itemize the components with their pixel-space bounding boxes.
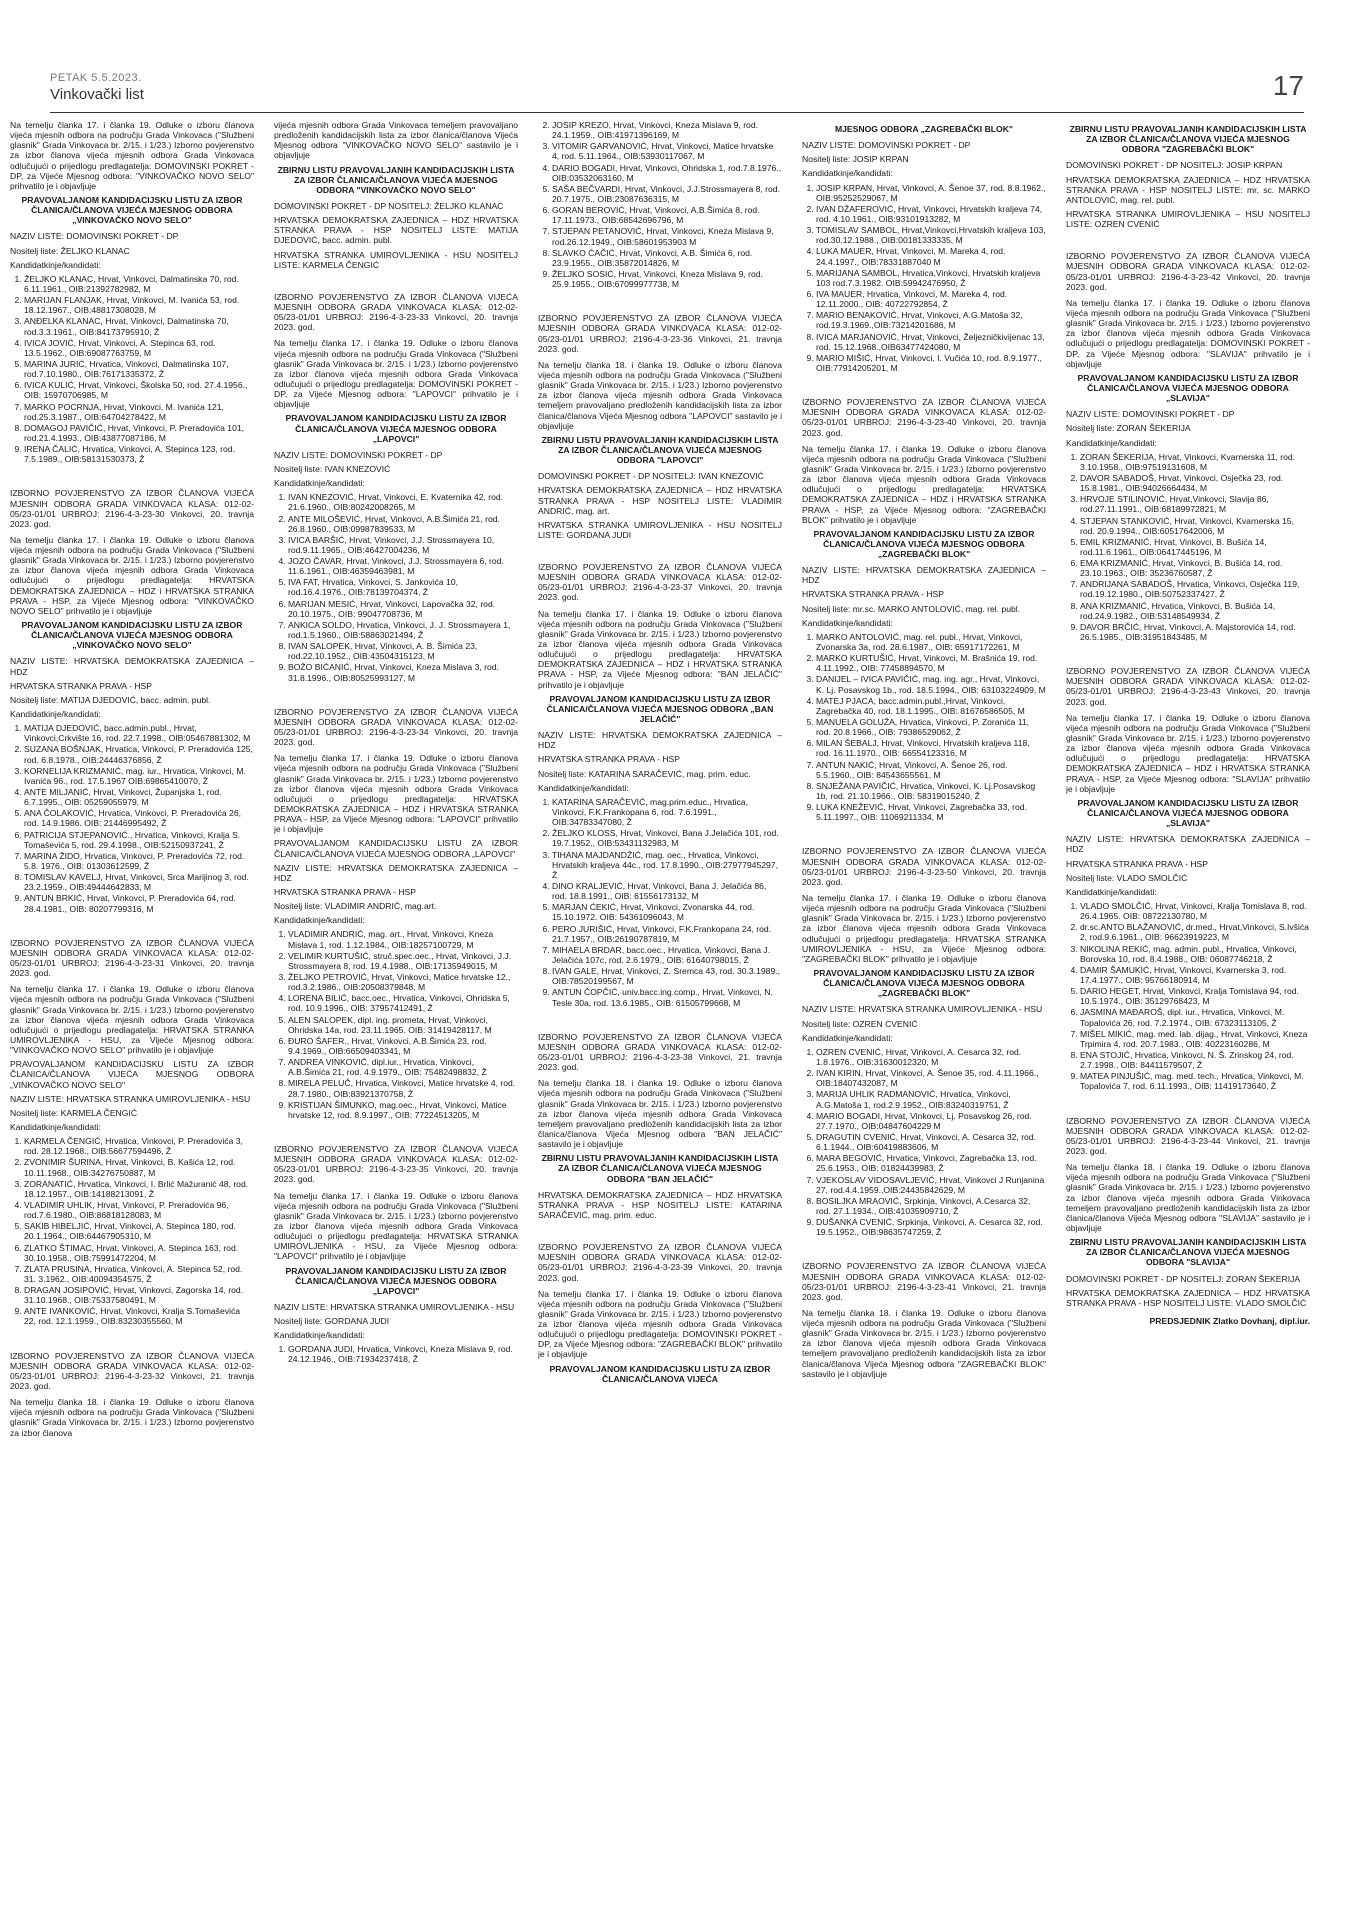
- candidate-entry: 3. NIKOLINA REKIĆ, mag. admin. publ., Hrvatica, Vinkovci, Borovska 10, rod. 8.4.1988., OIB: 06087746218, Ž: [1080, 944, 1310, 964]
- section-spacer: [274, 1126, 518, 1138]
- candidate-entry: 4. VLADIMIR UHLIK, Hrvat, Vinkovci, P. Preradovića 96, rod.7.6.1980., OIB:86818128083, M: [24, 1200, 254, 1220]
- candidate-entry: 3. TIHANA MAJDANDŽIĆ, mag. oec., Hrvatica, Vinkovci, Hrvatskih kraljeva 44c., rod. 17.8.1990., OIB:27977945297, Ž: [552, 850, 782, 880]
- candidate-entry: 7. MARINA ŽIDO, Hrvatica, Vinkovci, P. Preradovića 72, rod. 5.8. 1976., OIB: 01303612599, Ž: [24, 851, 254, 871]
- candidate-entry: 7. ANDREA VINKOVIĆ, dipl.iur., Hrvatica, Vinkovci, A.B.Šimića 21, rod. 4.9.1979., OIB: 75482498832, Ž: [288, 1057, 518, 1077]
- candidate-entry: 1. VLADIMIR ANDRIĆ, mag. art., Hrvat, Vinkovci, Kneza Mislava 1, rod. 1.12.1984., OIB:18257100729, M: [288, 929, 518, 949]
- candidate-list: [10, 274, 254, 465]
- candidate-list: [274, 1344, 518, 1364]
- commission-block: IZBORNO POVJERENSTVO ZA IZBOR ČLANOVA VIJEĆA MJESNIH ODBORA GRADA VINKOVACA KLASA: 012-02-05/23-01/01 URBROJ: 2196-4-3-23-38 Vinkovci, 21. travnja 2023. god.: [538, 1031, 782, 1073]
- paragraph: Na temelju članka 17. i članka 19. Odluke o izboru članova vijeća mjesnih odbora na području Grada Vinkovaca ("Službeni glasnik" Grada Vinkovaca br. 2/15. i 1/23.) Izborno povjerenstvo za izbor članova vijeća mjesnih odbora Grada Vinkovaca odlučujući o prijedlogu predlagatelja: HRVATSKA DEMOKRATSKA ZAJEDNICA – HDZ i HRVATSKA STRANKA PRAVA - HSP, za Vijeće Mjesnog odbora: "LAPOVCI" prihvatilo je i objavljuje: [274, 753, 518, 835]
- column-4: [802, 120, 1046, 1910]
- candidate-entry: 8. BOSILJKA MRAOVIĆ, Srpkinja, Vinkovci, A.Cesarca 32, rod. 27.1.1934., OIB:41035909710, Ž: [816, 1196, 1046, 1216]
- candidate-entry: 1. MATIJA DJEDOVIĆ, bacc.admin.publ., Hrvat, Vinkovci,Crkvište 16, rod. 22.7.1998., OIB:05467881302, M: [24, 723, 254, 743]
- candidate-entry: 2. SUZANA BOŠNJAK, Hrvatica, Vinkovci, P. Preradovića 125, rod. 6.8.1978., OIB:24446376856, Ž: [24, 744, 254, 764]
- candidate-entry: 5. EMIL KRIZMANIĆ, Hrvat, Vinkovci, B. Bušića 14, rod.11.6.1961., OIB:06417445196, M: [1080, 537, 1310, 557]
- candidate-entry: 6. GORAN BEROVIĆ, Hrvat, Vinkovci, A.B.Šimića 8, rod. 17.11.1973., OIB:68542696796, M: [552, 205, 782, 225]
- candidate-list: [1066, 901, 1310, 1092]
- candidate-entry: 2. IVAN KIRIN, Hrvat, Vinkovci, A. Šenoe 35, rod. 4.11.1966., OIB:18407432087, M: [816, 1068, 1046, 1088]
- section-spacer: [538, 1224, 782, 1236]
- candidate-entry: 5. MARIJANA SAMBOL, Hrvatica,Vinkovci, Hrvatskih kraljeva 103 rod.7.3.1982. OIB:59942476950, Ž: [816, 268, 1046, 288]
- commission-block: IZBORNO POVJERENSTVO ZA IZBOR ČLANOVA VIJEĆA MJESNIH ODBORA GRADA VINKOVACA KLASA: 012-02-05/23-01/01 URBROJ: 2196-4-3-23-35 Vinkovci, 20. travnja 2023. god.: [274, 1143, 518, 1185]
- section-heading: PRAVOVALJANOM KANDIDACIJSKU LISTU ZA IZBOR ČLANICA/ČLANOVA VIJEĆA: [549, 1363, 771, 1384]
- section-spacer: [10, 470, 254, 482]
- paragraph: Nositelj liste: GORDANA JUDI: [274, 1316, 390, 1327]
- paragraph: Na temelju članka 17. i članka 19. Odluke o izboru članova vijeća mjesnih odbora na području Grada Vinkovaca ("Službeni glasnik" Grada Vinkovaca br. 2/15. i 1/23.) Izborno povjerenstvo za izbor članova vijeća mjesnih odbora Grada Vinkovaca odlučujući o prijedlogu predlagatelja: HRVATSKA DEMOKRATSKA ZAJEDNICA – HDZ i HRVATSKA STRANKA PRAVA - HSP, za Vijeće Mjesnog odbora: "SLAVIJA" prihvatilo je i objavljuje: [1066, 712, 1310, 794]
- commission-block: IZBORNO POVJERENSTVO ZA IZBOR ČLANOVA VIJEĆA MJESNIH ODBORA GRADA VINKOVACA KLASA: 012-02-05/23-01/01 URBROJ: 2196-4-3-23-41 Vinkovci, 21. travnja 2023. god.: [802, 1261, 1046, 1302]
- paragraph: HRVATSKA STRANKA UMIROVLJENIKA - HSU NOSITELJ LISTE: GORDANA JUDI: [538, 519, 782, 540]
- commission-block: IZBORNO POVJERENSTVO ZA IZBOR ČLANOVA VIJEĆA MJESNIH ODBORA GRADA VINKOVACA KLASA: 012-02-05/23-01/01 URBROJ: 2196-4-3-23-42 Vinkovci, 20. travnja 2023. god.: [1066, 251, 1310, 292]
- section-spacer: [802, 379, 1046, 391]
- section-heading: ZBIRNU LISTU PRAVOVALJANIH KANDIDACIJSKIH LISTA ZA IZBOR ČLANICA/ČLANOVA VIJEĆA MJESNOG ODBORA "LAPOVCI": [541, 434, 779, 466]
- candidate-entry: 8. SNJEŽANA PAVIČIĆ, Hrvatica, Vinkovci, K. Lj.Posavskog 1b, rod. 21.10.1966., OIB: 58319015240, Ž: [816, 781, 1046, 801]
- candidate-entry: 8. SLAVKO ĆAČIĆ, Hrvat, Vinkovci, A.B. Šimića 6, rod. 23.9.1955., OIB:35872014826, M: [552, 248, 782, 268]
- section-heading: PRAVOVALJANOM KANDIDACIJSKU LISTU ZA IZBOR ČLANICA/ČLANOVA VIJEĆA MJESNOG ODBORA „SLAVIJA": [1077, 797, 1299, 829]
- commission-block: IZBORNO POVJERENSTVO ZA IZBOR ČLANOVA VIJEĆA MJESNIH ODBORA GRADA VINKOVACA KLASA: 012-02-05/23-01/01 URBROJ: 2196-4-3-23-30 Vinkovci, 20. travnja 2023. god.: [10, 488, 254, 529]
- paragraph: Kandidatkinje/kandidati:: [274, 478, 365, 489]
- commission-block: IZBORNO POVJERENSTVO ZA IZBOR ČLANOVA VIJEĆA MJESNIH ODBORA GRADA VINKOVACA KLASA: 012-02-05/23-01/01 URBROJ: 2196-4-3-23-43 Vinkovci, 20. travnja 2023. god.: [1066, 666, 1310, 707]
- paragraph: Na temelju članka 17. i članka 19. Odluke o izboru članova vijeća mjesnih odbora na području Grada Vinkovaca ("Službeni glasnik" Grada Vinkovaca br. 2/15. i 1/23.) Izborno povjerenstvo za izbor članova vijeća mjesnih odbora Grada Vinkovaca odlučujući o prijedlogu predlagatelja: DOMOVINSKI POKRET - DP, za Vijeće Mjesnog odbora: "ZAGREBAČKI BLOK" prihvatilo je i objavljuje: [538, 1288, 782, 1360]
- candidate-entry: 4. JOZO ČAVAR, Hrvat, Vinkovci, J.J. Strossmayera 6, rod. 11.6.1961., OIB:46359463981, M: [288, 556, 518, 576]
- paragraph: NAZIV LISTE: HRVATSKA STRANKA UMIROVLJENIKA - HSU: [10, 1093, 251, 1104]
- paragraph: Na temelju članka 18. i članka 19. Odluke o izboru članova vijeća mjesnih odbora na području Grada Vinkovaca ("Službeni glasnik" Grada Vinkovaca br. 2/15. i 1/23.) Izborno povjerenstvo za izbor članova vijeća mjesnih odbora Grada Vinkovaca temeljem pravovaljano predloženih kandidacijskih lista za izbor članica/članova Vijeća Mjesnog odbora "ZAGREBAČKI BLOK" sastavilo je i objavljuje: [802, 1307, 1046, 1379]
- section-heading: PRAVOVALJANOM KANDIDACIJSKU LISTU ZA IZBOR ČLANICA/ČLANOVA VIJEĆA MJESNOG ODBORA „SLAVIJA": [1077, 372, 1299, 404]
- section-heading: PRAVOVALJANOM KANDIDACIJSKU LISTU ZA IZBOR ČLANICA/ČLANOVA VIJEĆA MJESNOG ODBORA „ZAGREBAČKI BLOK": [813, 967, 1035, 999]
- paragraph: HRVATSKA STRANKA PRAVA - HSP: [802, 589, 944, 600]
- column-3: [538, 120, 782, 1910]
- candidate-entry: 8. MIRELA PELUČ, Hrvatica, Vinkovci, Matice hrvatske 4, rod. 28.7.1980., OIB:83921370758, Ž: [288, 1078, 518, 1098]
- paragraph: PRAVOVALJANOM KANDIDACIJSKU LISTU ZA IZBOR ČLANICA/ČLANOVA VIJEĆA MJESNOG ODBORA „VINKOVAČKO NOVO SELO": [10, 1059, 254, 1090]
- paragraph: DOMOVINSKI POKRET - DP NOSITELJ: ZORAN ŠEKERIJA: [1066, 1273, 1301, 1284]
- section-spacer: [538, 295, 782, 307]
- paragraph: Na temelju članka 17. i članka 19. Odluke o izboru članova vijeća mjesnih odbora na području Grada Vinkovaca ("Službeni glasnik" Grada Vinkovaca br. 2/15. i 1/23.) Izborno povjerenstvo za izbor članova vijeća mjesnih odbora Grada Vinkovaca odlučujući o prijedlogu predlagatelja: DOMOVINSKI POKRET - DP, za Vijeće Mjesnog odbora: "VINKOVAČKO NOVO SELO" prihvatilo je i objavljuje: [10, 120, 254, 191]
- commission-block: IZBORNO POVJERENSTVO ZA IZBOR ČLANOVA VIJEĆA MJESNIH ODBORA GRADA VINKOVACA KLASA: 012-02-05/23-01/01 URBROJ: 2196-4-3-23-40 Vinkovci, 20. travnja 2023. god.: [802, 397, 1046, 438]
- candidate-entry: 2. ZVONIMIR ŠURINA, Hrvat, Vinkovci, B. Kašića 12, rod. 10.11.1968., OIB:34276750887, M: [24, 1157, 254, 1177]
- paragraph: Kandidatkinje/kandidati:: [274, 1330, 365, 1341]
- candidate-entry: 5. MARINA JURIĆ, Hrvatica, Vinkovci, Dalmatinska 107, rod.7.10.1980., OIB:76171335372, Ž: [24, 359, 254, 379]
- paragraph: Nositelj liste: VLADO SMOLČIĆ: [1066, 872, 1188, 883]
- candidate-entry: 1. KATARINA SARAČEVIĆ, mag.prim.educ., Hrvatica, Vinkovci, F.K.Frankopana 6, rod. 7.6.1991., OIB:34783347080, Ž: [552, 797, 782, 827]
- paragraph: NAZIV LISTE: HRVATSKA DEMOKRATSKA ZAJEDNICA – HDZ: [10, 656, 254, 677]
- candidate-entry: 4. MATEJ PJACA, bacc.admin.publ.,Hrvat, Vinkovci, Zagrebačka 40, rod. 18.1.1995., OIB: 81676586505, M: [816, 696, 1046, 716]
- paragraph: Na temelju članka 17. i članka 19. Odluke o izboru članova vijeća mjesnih odbora na području Grada Vinkovaca ("Službeni glasnik" Grada Vinkovaca br. 2/15. i 1/23.) Izborno povjerenstvo za izbor članova vijeća mjesnih odbora Grada Vinkovaca odlučujući o prijedlogu predlagatelja: HRVATSKA DEMOKRATSKA ZAJEDNICA – HDZ i HRVATSKA STRANKA PRAVA - HSP, za Vijeće Mjesnog odbora: "VINKOVAČKO NOVO SELO" prihvatilo je i objavljuje: [10, 534, 254, 616]
- candidate-entry: 4. ANTE MILJANIĆ, Hrvat, Vinkovci, Županjska 1, rod. 6.7.1995., OIB: 05259055979, M: [24, 787, 254, 807]
- candidate-entry: 9. MATEA PINJUŠIĆ, mag. med. tech., Hrvatica, Vinkovci, M. Topalovića 7, rod. 6.11.1993., OIB: 11419173640, Ž: [1080, 1071, 1310, 1091]
- paragraph: HRVATSKA STRANKA PRAVA - HSP: [10, 680, 152, 691]
- candidate-entry: 5. DRAGUTIN CVENIĆ, Hrvat, Vinkovci, A. Cesarca 32, rod. 6.1.1944., OIB:60419883606, M: [816, 1132, 1046, 1152]
- candidate-entry: 5. IVA FAT, Hrvatica, Vinkovci, S. Jankovića 10, rod.16.4.1976., OIB:78139704374, Ž: [288, 577, 518, 597]
- section-heading: ZBIRNU LISTU PRAVOVALJANIH KANDIDACIJSKIH LISTA ZA IZBOR ČLANICA/ČLANOVA VIJEĆA MJESNOG ODBORA "ZAGREBAČKI BLOK": [1069, 124, 1307, 155]
- section-spacer: [538, 544, 782, 556]
- paragraph: Nositelj liste: MATIJA DJEDOVIĆ, bacc. admin. publ.: [10, 694, 211, 705]
- paragraph: Na temelju članka 18. i članka 19. Odluke o izboru članova vijeća mjesnih odbora na području Grada Vinkovaca ("Službeni glasnik" Grada Vinkovaca br. 2/15. i 1/23.) Izborno povjerenstvo za izbor članova vijeća mjesnih odbora Grada Vinkovaca temeljem pravovaljano predloženih kandidacijskih lista za izbor članica/članova Vijeća Mjesnog odbora "LAPOVCI" sastavilo je i objavljuje: [538, 359, 782, 431]
- publication-name: Vinkovački list: [50, 86, 144, 103]
- candidate-entry: 8. DOMAGOJ PAVIČIĆ, Hrvat, Vinkovci, P. Preradovića 101, rod.21.4.1993., OIB:43877087186, M: [24, 423, 254, 443]
- section-heading: ZBIRNU LISTU PRAVOVALJANIH KANDIDACIJSKIH LISTA ZA IZBOR ČLANICA/ČLANOVA VIJEĆA MJESNOG ODBORA "VINKOVAČKO NOVO SELO": [277, 164, 515, 195]
- candidate-entry: 3. DANIJEL – IVICA PAVIČIĆ, mag. ing. agr., Hrvat, Vinkovci, K. Lj. Posavskog 1b., rod. 18.5.1994., OIB: 63103224909, M: [816, 674, 1046, 694]
- candidate-entry: 2. ANTE MILOŠEVIĆ, Hrvat, Vinkovci, A.B.Šimića 21, rod. 26.8.1960., OIB:09987839533, M: [288, 514, 518, 534]
- paragraph: HRVATSKA DEMOKRATSKA ZAJEDNICA – HDZ HRVATSKA STRANKA PRAVA - HSP NOSITELJ LISTE: MATIJA DJEDOVIĆ, bacc. admin. publ.: [274, 215, 518, 246]
- candidate-entry: 4. MARIO BOGADI, Hrvat, Vinkovci, Lj. Posavskog 26, rod. 27.7.1970., OIB:04847604229 M: [816, 1111, 1046, 1131]
- section-spacer: [274, 274, 518, 286]
- section-heading: PRAVOVALJANOM KANDIDACIJSKU LISTU ZA IZBOR ČLANICA/ČLANOVA VIJEĆA MJESNOG ODBORA „ZAGREBAČKI BLOK": [813, 528, 1035, 560]
- candidate-entry: 8. IVAN SALOPEK, Hrvat, Vinkovci, A. B. Šimića 23, rod.22.10.1952., OIB:43504315123, M: [288, 641, 518, 661]
- candidate-entry: 4. LORENA BILIĆ, bacc.oec., Hrvatica, Vinkovci, Ohridska 5, rod. 10.9.1996., OIB: 37957412491, Ž: [288, 993, 518, 1013]
- candidate-entry: 2. MARIJAN FLANJAK, Hrvat, Vinkovci, M. Ivanića 53, rod. 18.12.1967., OIB:48817308028, M: [24, 295, 254, 315]
- commission-block: IZBORNO POVJERENSTVO ZA IZBOR ČLANOVA VIJEĆA MJESNIH ODBORA GRADA VINKOVACA KLASA: 012-02-05/23-01/01 URBROJ: 2196-4-3-23-37 Vinkovci, 20. travnja 2023. god.: [538, 562, 782, 603]
- candidate-list: [538, 797, 782, 1008]
- candidate-entry: 7. ANKICA SOLDO, Hrvatica, Vinkovci, J. J. Strossmayera 1, rod.1.5.1960., OIB:58863021494, Ž: [288, 620, 518, 640]
- candidate-entry: 7. ZLATA PRUSINA, Hrvatica, Vinkovci, A. Stepinca 52, rod. 31. 3.1962., OIB:40094354575, Ž: [24, 1264, 254, 1284]
- paragraph: Na temelju članka 17. i članka 19. Odluke o izboru članova vijeća mjesnih odbora na području Grada Vinkovaca ("Službeni glasnik" Grada Vinkovaca br. 2/15. i 1/23.) Izborno povjerenstvo za izbor članova vijeća mjesnih odbora Grada Vinkovaca odlučujući o prijedlogu predlagatelja: DOMOVINSKI POKRET - DP, za Vijeće Mjesnog odbora: "SLAVIJA" prihvatilo je i objavljuje: [1066, 297, 1310, 369]
- candidate-entry: 3. VITOMIR GARVANOVIĆ, Hrvat, Vinkovci, Matice hrvatske 4, rod. 5.11.1964., OIB:53930117067, M: [552, 141, 782, 161]
- candidate-entry: 5. ANA ČOLAKOVIĆ, Hrvatica, Vinkovci, P. Preradovića 26, rod. 14.9.1986. OIB: 21446995492, Ž: [24, 808, 254, 828]
- candidate-entry: 9. ANTUN ČOPČIĆ, univ.bacc.ing.comp., Hrvat, Vinkovci, N. Tesle 30a, rod. 13.6.1985., OIB: 61505799668, M: [552, 987, 782, 1007]
- paragraph: HRVATSKA DEMOKRATSKA ZAJEDNICA – HDZ HRVATSKA STRANKA PRAVA - HSP NOSITELJ LISTE: mr. sc. MARKO ANTOLOVIĆ, mag. rel. publ.: [1066, 174, 1310, 205]
- candidate-entry: 2. DAVOR SABADOŠ, Hrvat, Vinkovci, Osječka 23, rod. 15.8.1981., OIB:94026664434, M: [1080, 473, 1310, 493]
- paragraph: DOMOVINSKI POKRET - DP NOSITELJ: ŽELJKO KLANAC: [274, 200, 504, 211]
- paragraph: vijeća mjesnih odbora Grada Vinkovaca temeljem pravovaljano predloženih kandidacijskih lista za izbor članica/članova Vijeća Mjesnog odbora "VINKOVAČKO NOVO SELO" sastavilo je i objavljuje: [274, 120, 518, 161]
- candidate-entry: 5. DARIO HEGET, Hrvat, Vinkovci, Kralja Tomislava 94, rod. 10.5.1974., OIB: 35129768423, M: [1080, 986, 1310, 1006]
- candidate-entry: 9. ANTE IVANKOVIĆ, Hrvat, Vinkovci, Kralja S.Tomaševića 22, rod. 12.1.1959., OIB:83230355560, M: [24, 1306, 254, 1326]
- column-2: [274, 120, 518, 1910]
- paragraph: NAZIV LISTE: HRVATSKA DEMOKRATSKA ZAJEDNICA – HDZ: [538, 730, 782, 751]
- candidate-list: [10, 723, 254, 914]
- candidate-entry: 1. VLADO SMOLČIĆ, Hrvat, Vinkovci, Kralja Tomislava 8, rod. 26.4.1965. OIB: 08722130780, M: [1080, 901, 1310, 921]
- section-heading: ZBIRNU LISTU PRAVOVALJANIH KANDIDACIJSKIH LISTA ZA IZBOR ČLANICA/ČLANOVA VIJEĆA MJESNOG ODBORA "SLAVIJA": [1069, 1237, 1307, 1268]
- candidate-entry: 3. MARIJA UHLIK RADMANOVIĆ, Hrvatica, Vinkovci, A.G.Matoša 1, rod.2.9.1952., OIB:83240319751, Ž: [816, 1089, 1046, 1109]
- paragraph: Na temelju članka 18. i članka 19. Odluke o izboru članova vijeća mjesnih odbora na području Grada Vinkovaca ("Službeni glasnik" Grada Vinkovaca br. 2/15. i 1/23.) Izborno povjerenstvo za izbor članova vijeća mjesnih odbora Grada Vinkovaca temeljem pravovaljano predloženih kandidacijskih lista za izbor članica/članova Vijeća Mjesnog odbora "SLAVIJA" sastavilo je i objavljuje: [1066, 1162, 1310, 1233]
- candidate-entry: 6. PATRICIJA STJEPANOVIĆ., Hrvatica, Vinkovci, Kralja S. Tomaševića 5, rod. 29.4.1998., OIB:52150937241, Ž: [24, 830, 254, 850]
- paragraph: NAZIV LISTE: DOMOVINSKI POKRET - DP: [10, 231, 179, 242]
- paragraph: Na temelju članka 17. i članka 19. Odluke o izboru članova vijeća mjesnih odbora na području Grada Vinkovaca ("Službeni glasnik" Grada Vinkovaca br. 2/15. i 1/23.) Izborno povjerenstvo za izbor članova vijeća mjesnih odbora Grada Vinkovaca odlučujući o prijedlogu predlagatelja: DOMOVINSKI POKRET - DP, za Vijeće Mjesnog odbora: "LAPOVCI" prihvatilo je i objavljuje: [274, 338, 518, 410]
- signature: PREDSJEDNIK Zlatko Dovhanj, dipl.iur.: [1149, 1315, 1310, 1326]
- paragraph: Kandidatkinje/kandidati:: [1066, 886, 1157, 897]
- candidate-entry: 8. DRAGAN JOSIPOVIĆ, Hrvat, Vinkovci, Zagorska 14, rod. 31.10.1968., OIB:75337580491, M: [24, 1285, 254, 1305]
- candidate-entry: 7. MARKO POCRNJA, Hrvat, Vinkovci, M. Ivanića 121, rod.25.3.1987., OIB:64704278422, M: [24, 402, 254, 422]
- candidate-list: [802, 632, 1046, 823]
- candidate-entry: 7. ANTUN NAKIĆ, Hrvat, Vinkovci, A. Šenoe 26, rod. 5.5.1960., OIB: 84543655561, M: [816, 760, 1046, 780]
- section-spacer: [10, 920, 254, 932]
- candidate-entry: 3. ANĐELKA KLANAC, Hrvat, Vinkovci, Dalmatinska 70, rod.3.3.1961., OIB:84173795910, Ž: [24, 316, 254, 336]
- column-5: [1066, 120, 1310, 1910]
- candidate-entry: 7. ANDRIJANA SABADOŠ, Hrvatica, Vinkovci, Osječka 119, rod.19.12.1980., OIB:50752337427, Ž: [1080, 579, 1310, 599]
- candidate-entry: 3. ZORANATIĆ, Hrvatica, Vinkovci, I. Brlić Mažuranić 48, rod. 18.12.1957., OIB:14188213091, Ž: [24, 1179, 254, 1199]
- candidate-entry: 4. IVICA JOVIĆ, Hrvat, Vinkovci, A. Stepinca 63, rod. 13.5.1962., OIB:69087763759, M: [24, 338, 254, 358]
- paragraph: Nositelj liste: ŽELJKO KLANAC: [10, 245, 130, 256]
- candidate-entry: 6. ZLATKO ŠTIMAC, Hrvat, Vinkovci, A. Stepinca 163, rod. 30.10.1958., OIB:75991472204, M: [24, 1243, 254, 1263]
- section-heading: PRAVOVALJANOM KANDIDACIJSKU LISTU ZA IZBOR ČLANICA/ČLANOVA VIJEĆA MJESNOG ODBORA „VINKOVAČKO NOVO SELO": [21, 620, 243, 651]
- paragraph: NAZIV LISTE: DOMOVINSKI POKRET - DP: [274, 449, 443, 460]
- candidate-entry: 4. DARIO BOGADI, Hrvat, Vinkovci, Ohridska 1, rod.7.8.1976., OIB:03532063160, M: [552, 163, 782, 183]
- candidate-entry: 7. STJEPAN PETANOVIĆ, Hrvat, Vinkovci, Kneza Mislava 9, rod.26.12.1949., OIB:58601953903 M: [552, 226, 782, 246]
- paragraph: Nositelj liste: mr.sc. MARKO ANTOLOVIĆ, mag. rel. publ.: [802, 603, 1021, 614]
- candidate-entry: 2. ŽELJKO KLOSS, Hrvat, Vinkovci, Bana J.Jelačića 101, rod. 19.7.1952., OIB:53431132983, M: [552, 828, 782, 848]
- paragraph: Kandidatkinje/kandidati:: [10, 709, 101, 720]
- commission-block: IZBORNO POVJERENSTVO ZA IZBOR ČLANOVA VIJEĆA MJESNIH ODBORA GRADA VINKOVACA KLASA: 012-02-05/23-01/01 URBROJ: 2196-4-3-23-36 Vinkovci, 21. travnja 2023. god.: [538, 313, 782, 354]
- paragraph: Nositelj liste: OZREN CVENIĆ: [802, 1018, 918, 1029]
- paragraph: HRVATSKA STRANKA PRAVA - HSP: [1066, 858, 1208, 869]
- paragraph: Nositelj liste: KATARINA SARAČEVIĆ, mag. prim. educ.: [538, 768, 751, 779]
- paragraph: Na temelju članka 18. i članka 19. Odluke o izboru članova vijeća mjesnih odbora na području Grada Vinkovaca ("Službeni glasnik" Grada Vinkovaca br. 2/15. i 1/23.) Izborno povjerenstvo za izbor članova vijeća mjesnih odbora Grada Vinkovaca temeljem pravovaljano predloženih kandidacijskih lista za izbor članica/članova Vijeća Mjesnog odbora "BAN JELAČIĆ" sastavilo je i objavljuje: [538, 1078, 782, 1150]
- candidate-entry: 5. MANUELA GOLUŽA, Hrvatica, Vinkovci, P. Zoranića 11, rod. 20.8.1966., OIB: 79386529062, Ž: [816, 717, 1046, 737]
- candidate-entry: 9. ANTUN BRKIĆ, Hrvat, Vinkovci, P. Preradovića 64, rod. 28.4.1981., OIB: 80207799316, M: [24, 893, 254, 913]
- paragraph: Nositelj liste: VLADIMIR ANDRIĆ, mag.art.: [274, 901, 437, 912]
- candidate-entry: 1. OZREN CVENIĆ, Hrvat, Vinkovci, A. Cesarca 32, rod. 1.8.1976., OIB:31630012320, M: [816, 1047, 1046, 1067]
- candidate-entry: 1. MARKO ANTOLOVIĆ, mag. rel. publ., Hrvat, Vinkovci, Zvonarska 3a, rod. 28.6.1987., OIB: 65917172261, M: [816, 632, 1046, 652]
- candidate-entry: 8. TOMISLAV KAVELJ, Hrvat, Vinkovci, Srca Marijinog 3, rod. 23.2.1959., OIB:49444642833, M: [24, 872, 254, 892]
- candidate-entry: 4. STJEPAN STANKOVIĆ, Hrvat, Vinkovci, Kvarnerska 15, rod. 20.9.1994., OIB:60517642006, M: [1080, 516, 1310, 536]
- paragraph: Na temelju članka 17. i članka 19. Odluke o izboru članova vijeća mjesnih odbora na području Grada Vinkovaca ("Službeni glasnik" Grada Vinkovaca br. 2/15. i 1/23.) Izborno povjerenstvo za izbor članova vijeća mjesnih odbora Grada Vinkovaca odlučujući o prijedlogu predlagatelja: HRVATSKA STRANKA UMIROVLJENIKA - HSU, za Vijeće Mjesnog odbora: "ZAGREBAČKI BLOK" prihvatilo je i objavljuje: [802, 893, 1046, 964]
- candidate-entry: 1. ŽELJKO KLANAC, Hrvat, Vinkovci, Dalmatinska 70, rod. 6.11.1961., OIB:21392782982, M: [24, 274, 254, 294]
- section-spacer: [538, 1014, 782, 1026]
- paragraph: Kandidatkinje/kandidati:: [10, 259, 101, 270]
- candidate-entry: 3. HRVOJE STILINOVIĆ, Hrvat,Vinkovci, Slavija 86, rod.27.11.1991., OIB:68189972821, M: [1080, 494, 1310, 514]
- paragraph: NAZIV LISTE: DOMOVINSKI POKRET - DP: [802, 140, 971, 151]
- candidate-entry: 1. IVAN KNEZOVIĆ, Hrvat, Vinkovci, E. Kvaternika 42, rod. 21.6.1960., OIB:80242008265, M: [288, 492, 518, 512]
- commission-block: IZBORNO POVJERENSTVO ZA IZBOR ČLANOVA VIJEĆA MJESNIH ODBORA GRADA VINKOVACA KLASA: 012-02-05/23-01/01 URBROJ: 2196-4-3-23-33 Vinkovci, 20. travnja 2023. god.: [274, 291, 518, 333]
- section-spacer: [1066, 1098, 1310, 1110]
- section-heading: ZBIRNU LISTU PRAVOVALJANIH KANDIDACIJSKIH LISTA ZA IZBOR ČLANICA/ČLANOVA VIJEĆA MJESNOG ODBORA "BAN JELAČIĆ": [541, 1153, 779, 1184]
- paragraph: Na temelju članka 18. i članka 19. Odluke o izboru članova vijeća mjesnih odbora na području Grada Vinkovaca ("Službeni glasnik" Grada Vinkovaca br. 2/15. i 1/23.) Izborno povjerenstvo za izbor članova: [10, 1397, 254, 1438]
- candidate-entry: 8. IVAN GALE, Hrvat, Vinkovci, Z. Sremca 43, rod. 30.3.1989., OIB:78520199567, M: [552, 966, 782, 986]
- paragraph: HRVATSKA DEMOKRATSKA ZAJEDNICA – HDZ HRVATSKA STRANKA PRAVA - HSP NOSITELJ LISTE: VLADIMIR ANDRIĆ, mag. art.: [538, 485, 782, 516]
- commission-block: IZBORNO POVJERENSTVO ZA IZBOR ČLANOVA VIJEĆA MJESNIH ODBORA GRADA VINKOVACA KLASA: 012-02-05/23-01/01 URBROJ: 2196-4-3-23-34 Vinkovci, 20. travnja 2023. god.: [274, 706, 518, 748]
- candidate-entry: 2. IVAN DŽAFEROVIĆ, Hrvat, Vinkovci, Hrvatskih kraljeva 74, rod. 4.10.1961., OIB:93101913282, M: [816, 204, 1046, 224]
- candidate-entry: 6. ĐURO ŠAFER., Hrvat, Vinkovci, A.B.Šimića 23, rod. 9.4.1969., OIB:66509403341, M: [288, 1036, 518, 1056]
- candidate-entry: 9. DAVOR BRČIĆ, Hrvat, Vinkovci, A. Majstorovića 14, rod. 26.5.1985., OIB:31951843485, M: [1080, 622, 1310, 642]
- candidate-entry: 6. IVICA KULIĆ, Hrvat, Vinkovci, Školska 50, rod. 27.4.1956., OIB: 15970706985, M: [24, 380, 254, 400]
- section-spacer: [1066, 648, 1310, 660]
- paragraph: Kandidatkinje/kandidati:: [538, 782, 629, 793]
- candidate-entry: 7. MIŠEL MIKIĆ, mag. med. lab. dijag., Hrvat, Vinkovci, Kneza Trpimira 4, rod. 20.7.1983., OIB: 40223160286, M: [1080, 1029, 1310, 1049]
- section-spacer: [802, 828, 1046, 840]
- paragraph: NAZIV LISTE: HRVATSKA DEMOKRATSKA ZAJEDNICA – HDZ: [1066, 834, 1310, 855]
- section-heading: PRAVOVALJANOM KANDIDACIJSKU LISTU ZA IZBOR ČLANICA/ČLANOVA VIJEĆA MJESNOG ODBORA „LAPOVCI": [285, 1265, 507, 1296]
- candidate-entry: 5. SAŠA BEČVARDI, Hrvat, Vinkovci, J.J.Strossmayera 8, rod. 20.7.1975., OIB:23087636315, M: [552, 184, 782, 204]
- section-heading: PRAVOVALJANOM KANDIDACIJSKU LISTU ZA IZBOR ČLANICA/ČLANOVA VIJEĆA MJESNOG ODBORA „LAPOVCI": [285, 413, 507, 444]
- candidate-entry: 2. MARKO KURTUŠIĆ, Hrvat, Vinkovci, M. Brašnića 19, rod. 4.11.1992., OIB: 77458894570, M: [816, 653, 1046, 673]
- paragraph: NAZIV LISTE: HRVATSKA STRANKA UMIROVLJENIKA - HSU: [802, 1004, 1043, 1015]
- paragraph: DOMOVINSKI POKRET - DP NOSITELJ: IVAN KNEZOVIĆ: [538, 471, 764, 482]
- paragraph: Nositelj liste: JOSIP KRPAN: [802, 154, 909, 165]
- paragraph: Na temelju članka 17. i članka 19. Odluke o izboru članova vijeća mjesnih odbora na području Grada Vinkovaca ("Službeni glasnik" Grada Vinkovaca br. 2/15. i 1/23.) Izborno povjerenstvo za izbor članova vijeća mjesnih odbora Grada Vinkovaca odlučujući o prijedlogu predlagatelja: HRVATSKA STRANKA UMIROVLJENIKA - HSU, za Vijeće Mjesnog odbora: "LAPOVCI" prihvatilo je i objavljuje: [274, 1190, 518, 1262]
- candidate-entry: 6. PERO JURIŠIĆ, Hrvat, Vinkovci, F.K.Frankopana 24, rod. 21.7.1957., OIB:26190787819, M: [552, 924, 782, 944]
- candidate-entry: 9. BOŽO BIĆANIĆ, Hrvat, Vinkovci, Kneza Mislava 3, rod. 31.8.1996., OIB:80525993127, M: [288, 662, 518, 682]
- candidate-entry: 6. EMA KRIZMANIĆ, Hrvat, Vinkovci, B. Bušića 14, rod. 23.10.1963., OIB: 35236760587, Ž: [1080, 558, 1310, 578]
- paragraph: Kandidatkinje/kandidati:: [1066, 437, 1157, 448]
- paragraph: NAZIV LISTE: HRVATSKA STRANKA UMIROVLJENIKA - HSU: [274, 1301, 515, 1312]
- candidate-entry: 3. IVICA BARŠIĆ, Hrvat, Vinkovci, J.J. Strossmayera 10, rod.9.11.1965., OIB:46427004236, M: [288, 535, 518, 555]
- candidate-entry: 6. MARA BEGOVIĆ, Hrvatica, Vinkovci, Zagrebačka 13, rod. 25.6.1953., OIB: 01824439983, Ž: [816, 1153, 1046, 1173]
- paragraph: HRVATSKA DEMOKRATSKA ZAJEDNICA – HDZ HRVATSKA STRANKA PRAVA - HSP NOSITELJ LISTE: VLADO SMOLČIĆ: [1066, 1287, 1310, 1308]
- commission-block: IZBORNO POVJERENSTVO ZA IZBOR ČLANOVA VIJEĆA MJESNIH ODBORA GRADA VINKOVACA KLASA: 012-02-05/23-01/01 URBROJ: 2196-4-3-23-32 Vinkovci, 21. travnja 2023. god.: [10, 1350, 254, 1392]
- section-heading: PRAVOVALJANOM KANDIDACIJSKU LISTU ZA IZBOR ČLANICA/ČLANOVA VIJEĆA MJESNOG ODBORA „VINKOVAČKO NOVO SELO": [21, 194, 243, 226]
- candidate-entry: 2. dr.sc.ANTO BLAŽANOVIĆ, dr.med., Hrvat,Vinkovci, S.Ivšića 2, rod.9.6.1961., OIB: 96623919223, M: [1080, 922, 1310, 942]
- candidate-entry: 3. ŽELJKO PETROVIĆ, Hrvat, Vinkovci, Matice hrvatske 12., rod.3.2.1986., OIB:20508379848, M: [288, 972, 518, 992]
- candidate-entry: 4. DINO KRALJEVIĆ, Hrvat, Vinkovci, Bana J. Jelačića 86, rod. 18.8.1991., OIB: 61556173132, M: [552, 881, 782, 901]
- candidate-entry: 8. IVICA MARJANOVIĆ, Hrvat, Vinkovci, Željezničkivijenac 13, rod. 15.12.1968.,OIB63477424080, M: [816, 332, 1046, 352]
- candidate-entry: 2. JOSIP KREZO, Hrvat, Vinkovci, Kneza Mislava 9, rod. 24.1.1959., OIB:41971396169, M: [552, 120, 782, 140]
- commission-block: IZBORNO POVJERENSTVO ZA IZBOR ČLANOVA VIJEĆA MJESNIH ODBORA GRADA VINKOVACA KLASA: 012-02-05/23-01/01 URBROJ: 2196-4-3-23-50 Vinkovci, 20. travnja 2023. god.: [802, 846, 1046, 887]
- candidate-list: [802, 183, 1046, 374]
- candidate-entry: 1. GORDANA JUDI, Hrvatica, Vinkovci, Kneza Mislava 9, rod. 24.12.1946., OIB:71934237418, Ž: [288, 1344, 518, 1364]
- paragraph: PRAVOVALJANOM KANDIDACIJSKU LISTU ZA IZBOR ČLANICA/ČLANOVA VIJEĆA MJESNOG ODBORA „LAPOVCI": [274, 838, 518, 859]
- candidate-entry: 9. LUKA KNEŽEVIĆ, Hrvat, Vinkovci, Zagrebačka 33, rod. 5.11.1997., OIB: 11069211334, M: [816, 802, 1046, 822]
- paragraph: HRVATSKA STRANKA UMIROVLJENIKA - HSU NOSITELJ LISTE: KARMELA ČENGIĆ: [274, 249, 518, 270]
- column-1: [10, 120, 254, 1910]
- candidate-entry: 6. MILAN ŠEBALJ, Hrvat, Vinkovci, Hrvatskih kraljeva 118, rod. 16.11.1970., OIB: 66554123316, M: [816, 738, 1046, 758]
- candidate-entry: 8. ANA KRIZMANIĆ, Hrvatica, Vinkovci, B. Bušića 14, rod.24.9.1982., OIB:53148549934, Ž: [1080, 601, 1310, 621]
- paragraph: HRVATSKA STRANKA PRAVA - HSP: [274, 887, 416, 897]
- page-header: [50, 70, 1304, 113]
- commission-block: IZBORNO POVJERENSTVO ZA IZBOR ČLANOVA VIJEĆA MJESNIH ODBORA GRADA VINKOVACA KLASA: 012-02-05/23-01/01 URBROJ: 2196-4-3-23-31 Vinkovci, 20. travnja 2023. god.: [10, 937, 254, 979]
- candidate-list: [274, 929, 518, 1120]
- paragraph: Nositelj liste: KARMELA ČENGIĆ: [10, 1107, 138, 1118]
- paragraph: HRVATSKA STRANKA PRAVA - HSP: [538, 754, 680, 765]
- commission-block: IZBORNO POVJERENSTVO ZA IZBOR ČLANOVA VIJEĆA MJESNIH ODBORA GRADA VINKOVACA KLASA: 012-02-05/23-01/01 URBROJ: 2196-4-3-23-39 Vinkovci, 20. travnja 2023. god.: [538, 1242, 782, 1283]
- section-spacer: [274, 689, 518, 701]
- paragraph: Kandidatkinje/kandidati:: [802, 168, 893, 179]
- candidate-list: [274, 492, 518, 683]
- candidate-entry: 6. IVA MAUER, Hrvatica, Vinkovci, M. Mareka 4, rod. 12.11.2000., OIB: 40722792854, Ž: [816, 289, 1046, 309]
- issue-date: PETAK 5.5.2023.: [50, 72, 142, 84]
- candidate-entry: 1. ZORAN ŠEKERIJA, Hrvat, Vinkovci, Kvarnerska 11, rod. 3.10.1958., OIB:97519131608, M: [1080, 452, 1310, 472]
- text-columns: [10, 120, 1310, 1910]
- candidate-entry: 4. DAMIR ŠAMUKIĆ, Hrvat, Vinkovci, Kvarnerska 3, rod. 17.4.1977., OIB: 95766180914, M: [1080, 965, 1310, 985]
- candidate-entry: 5. ALEN SALOPEK, dipl. ing. prometa, Hrvat, Vinkovci, Ohridska 14a, rod. 23.11.1965. OIB: 31419428117, M: [288, 1015, 518, 1035]
- page-number: 17: [1272, 70, 1304, 101]
- section-heading: PRAVOVALJANOM KANDIDACIJSKU LISTU ZA IZBOR ČLANICA/ČLANOVA VIJEĆA MJESNOG ODBORA „BAN JELAČIĆ": [546, 693, 774, 725]
- candidate-entry: 3. KORNELIJA KRIZMANIĆ, mag. iur., Hrvatica, Vinkovci, M. Ivanića 96., rod. 17.5.1967 OIB:69865410070, Ž: [24, 766, 254, 786]
- candidate-entry: 8. ENA STOJIĆ, Hrvatica, Vinkovci, N. Š. Zrinskog 24, rod. 2.7.1998., OIB: 84411579507, Ž: [1080, 1050, 1310, 1070]
- candidate-entry: 6. MARIJAN MESIĆ, Hrvat, Vinkovci, Lapovačka 32, rod. 20.10.1975., OIB: 99047708736, M: [288, 599, 518, 619]
- paragraph: Na temelju članka 17. i članka 19. Odluke o izboru članova vijeća mjesnih odbora na području Grada Vinkovaca ("Službeni glasnik" Grada Vinkovaca br. 2/15. i 1/23.) Izborno povjerenstvo za izbor članova vijeća mjesnih odbora Grada Vinkovaca odlučujući o prijedlogu predlagatelja: HRVATSKA DEMOKRATSKA ZAJEDNICA – HDZ i HRVATSKA STRANKA PRAVA - HSP, za Vijeće Mjesnog odbora: "BAN JELAČIĆ" prihvatilo je i objavljuje: [538, 608, 782, 690]
- paragraph: DOMOVINSKI POKRET - DP NOSITELJ: JOSIP KRPAN: [1066, 160, 1283, 171]
- commission-block: IZBORNO POVJERENSTVO ZA IZBOR ČLANOVA VIJEĆA MJESNIH ODBORA GRADA VINKOVACA KLASA: 012-02-05/23-01/01 URBROJ: 2196-4-3-23-44 Vinkovci, 21. travnja 2023. god.: [1066, 1115, 1310, 1156]
- paragraph: Kandidatkinje/kandidati:: [274, 915, 365, 926]
- section-spacer: [1066, 233, 1310, 245]
- candidate-list: [802, 1047, 1046, 1238]
- candidate-entry: 1. JOSIP KRPAN, Hrvat, Vinkovci, A. Šenoe 37, rod. 8.8.1962., OIB:95252529067, M: [816, 183, 1046, 203]
- candidate-entry: 7. MARIO BENAKOVIĆ, Hrvat, Vinkovci, A.G.Matoša 32, rod.19.3.1969.,OIB:73214201686, M: [816, 310, 1046, 330]
- paragraph: HRVATSKA DEMOKRATSKA ZAJEDNICA – HDZ HRVATSKA STRANKA PRAVA - HSP NOSITELJ LISTE: KATARINA SARAČEVIĆ, mag. prim. educ.: [538, 1189, 782, 1220]
- candidate-entry: 9. KRISTIJAN ŠIMUNKO, mag.oec., Hrvat, Vinkovci, Matice hrvatske 12, rod. 8.9.1997., OIB: 77224513205, M: [288, 1100, 518, 1120]
- candidate-entry: 9. ŽELJKO SOSIĆ, Hrvat, Vinkovci, Kneza Mislava 9, rod. 25.9.1955., OIB:67099977738, M: [552, 269, 782, 289]
- paragraph: Nositelj liste: ZORAN ŠEKERIJA: [1066, 423, 1191, 434]
- candidate-list: [10, 1136, 254, 1327]
- paragraph: Kandidatkinje/kandidati:: [802, 1032, 893, 1043]
- section-heading: MJESNOG ODBORA „ZAGREBAČKI BLOK": [834, 124, 1014, 134]
- paragraph: Kandidatkinje/kandidati:: [802, 617, 893, 628]
- candidate-entry: 7. VJEKOSLAV VIDOSAVLJEVIĆ, Hrvat, Vinkovci J Runjanina 27, rod.4.4.1959.,OIB:24435842629, M: [816, 1175, 1046, 1195]
- paragraph: NAZIV LISTE: HRVATSKA DEMOKRATSKA ZAJEDNICA – HDZ: [802, 565, 1046, 586]
- candidate-entry: 2. VELIMIR KURTUŠIĆ, struč.spec.oec., Hrvat, Vinkovci, J.J. Strossmayera 8, rod. 19.4.1988., OIB:17135949015, M: [288, 951, 518, 971]
- paragraph: Nositelj liste: IVAN KNEZOVIĆ: [274, 463, 391, 474]
- candidate-entry: 5. SAKIB HIBELJIĆ, Hrvat, Vinkovci, A. Stepinca 180, rod. 20.1.1964., OIB:64467905310, M: [24, 1221, 254, 1241]
- candidate-list: [1066, 452, 1310, 643]
- candidate-entry: 3. TOMISLAV SAMBOL, Hrvat,Vinkovci,Hrvatskih kraljeva 103, rod.30.12.1988., OIB:00181333335, M: [816, 225, 1046, 245]
- candidate-entry: 7. MIHAELA BRDAR, bacc.oec., Hrvatica, Vinkovci, Bana J. Jelačića 107c, rod. 2.6.1979., OIB: 61640798015, Ž: [552, 945, 782, 965]
- candidate-list: [538, 120, 782, 289]
- candidate-entry: 6. JASMINA MAĐAROŠ, dipl. iur., Hrvatica, Vinkovci, M. Topalovića 26, rod. 7.2.1974., OIB: 67323113105, Ž: [1080, 1007, 1310, 1027]
- candidate-entry: 4. LUKA MAUER, Hrvat, Vinkovci, M. Mareka 4, rod. 24.4.1997., OIB:78331887040 M: [816, 246, 1046, 266]
- section-spacer: [10, 1333, 254, 1345]
- candidate-entry: 9. IRENA ČALIĆ, Hrvatica, Vinkovci, A. Stepinca 123, rod. 7.5.1989., OIB:58131530373, Ž: [24, 444, 254, 464]
- paragraph: Kandidatkinje/kandidati:: [10, 1121, 101, 1132]
- candidate-entry: 9. MARIO MIŠIĆ, Hrvat, Vinkovci, I. Vučića 10, rod. 8.9.1977., OIB:77914205201, M: [816, 353, 1046, 373]
- paragraph: Na temelju članka 17. i članka 19. Odluke o izboru članova vijeća mjesnih odbora na području Grada Vinkovaca ("Službeni glasnik" Grada Vinkovaca br. 2/15. i 1/23.) Izborno povjerenstvo za izbor članova vijeća mjesnih odbora Grada Vinkovaca odlučujući o prijedlogu predlagatelja: HRVATSKA DEMOKRATSKA ZAJEDNICA – HDZ i HRVATSKA STRANKA PRAVA - HSP, za Vijeće Mjesnog odbora: "ZAGREBAČKI BLOK" prihvatilo je i objavljuje: [802, 443, 1046, 525]
- paragraph: NAZIV LISTE: HRVATSKA DEMOKRATSKA ZAJEDNICA – HDZ: [274, 862, 518, 883]
- paragraph: HRVATSKA STRANKA UMIROVLJENIKA – HSU NOSITELJ LISTE: OZREN CVENIĆ: [1066, 208, 1310, 230]
- candidate-entry: 1. KARMELA ČENGIĆ, Hrvatica, Vinkovci, P. Preradovića 3, rod. 28.12.1968., OIB:56677594496, Ž: [24, 1136, 254, 1156]
- candidate-entry: 5. MARJAN ĆEKIĆ, Hrvat, Vinkovci, Zvonarska 44, rod. 15.10.1972. OIB: 54361096043, M: [552, 902, 782, 922]
- section-spacer: [802, 1243, 1046, 1255]
- candidate-entry: 9. DUŠANKA CVENIĆ, Srpkinja, Vinkovci, A. Cesarca 32, rod. 19.5.1952., OIB:98635747259, Ž: [816, 1217, 1046, 1237]
- paragraph: NAZIV LISTE: DOMOVINSKI POKRET - DP: [1066, 409, 1235, 420]
- paragraph: Na temelju članka 17. i članka 19. Odluke o izboru članova vijeća mjesnih odbora na području Grada Vinkovaca ("Službeni glasnik" Grada Vinkovaca br. 2/15. i 1/23.) Izborno povjerenstvo za izbor članova vijeća mjesnih odbora Grada Vinkovaca odlučujući o prijedlogu predlagatelja: HRVATSKA STRANKA UMIROVLJENIKA - HSU, za Vijeće Mjesnog odbora: "VINKOVAČKO NOVO SELO" prihvatilo je i objavljuje: [10, 984, 254, 1056]
